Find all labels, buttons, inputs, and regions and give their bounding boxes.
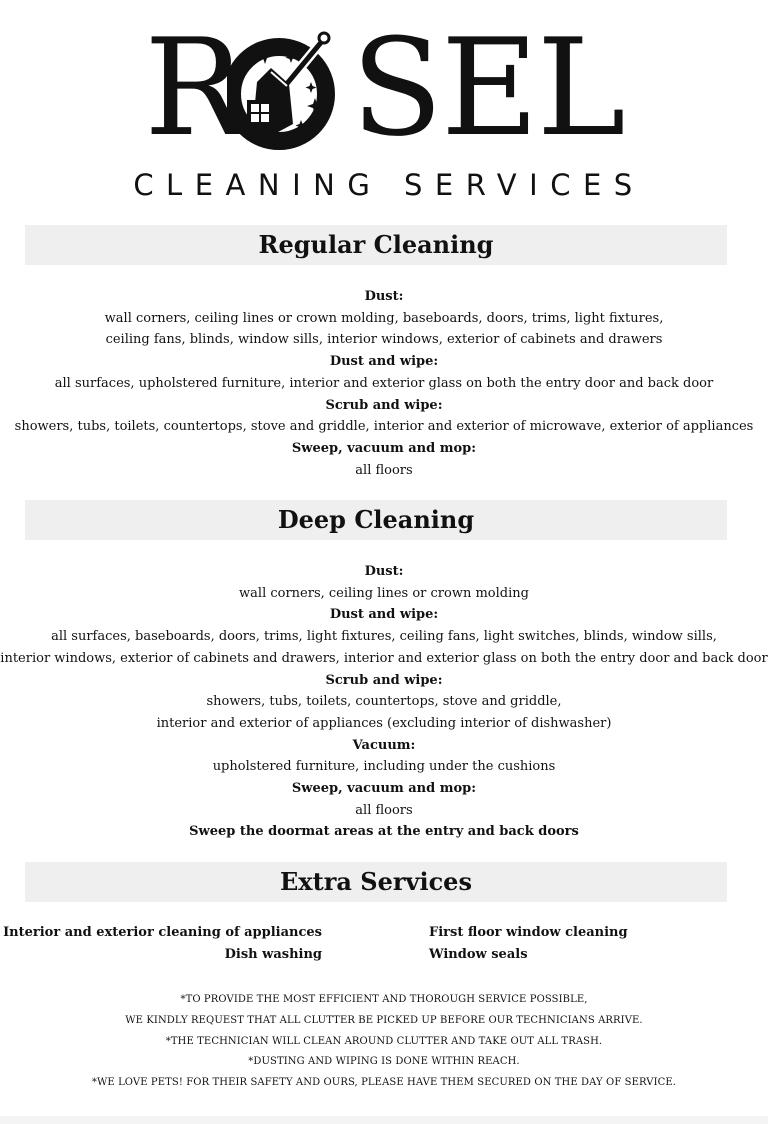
list-item: Sweep, vacuum and mop: bbox=[291, 440, 477, 456]
list-item: Dust: bbox=[364, 564, 404, 579]
footnote: *WE LOVE PETS! FOR THEIR SAFETY AND OURS, PLEASE HAVE THEM SECURED ON THE DAY OF SERVICE. bbox=[91, 1077, 677, 1089]
page-bottom-edge bbox=[0, 1116, 768, 1124]
list-item: Sweep the doormat areas at the entry and back doors bbox=[189, 824, 579, 840]
footnote: *TO PROVIDE THE MOST EFFICIENT AND THOROUGH SERVICE POSSIBLE, bbox=[180, 994, 588, 1005]
footnote: *DUSTING AND WIPING IS DONE WITHIN REACH. bbox=[248, 1056, 520, 1068]
list-item: showers, tubs, toilets, countertops, stove and griddle, bbox=[206, 694, 562, 710]
list-item: upholstered furniture, including under the cushions bbox=[212, 759, 556, 775]
list-item: interior windows, exterior of cabinets and drawers, interior and exterior glass on both the entry door and back door bbox=[0, 650, 768, 666]
logo-wordmark bbox=[0, 10, 768, 166]
list-item: First floor window cleaning bbox=[429, 925, 628, 940]
list-item: all floors bbox=[355, 802, 413, 818]
list-item: Sweep, vacuum and mop: bbox=[291, 781, 477, 797]
list-item: Dust: bbox=[364, 289, 404, 304]
footnote: WE KINDLY REQUEST THAT ALL CLUTTER BE PICKED UP BEFORE OUR TECHNICIANS ARRIVE. bbox=[125, 1014, 643, 1026]
extra-services-left-column bbox=[3, 922, 322, 966]
logo-wordmark-left: R bbox=[144, 10, 244, 166]
list-item: all surfaces, upholstered furniture, interior and exterior glass on both the entry door and back door bbox=[54, 375, 714, 391]
footnotes bbox=[0, 990, 768, 1094]
extra-services-list bbox=[0, 922, 768, 970]
list-item: Interior and exterior cleaning of appliances bbox=[3, 925, 322, 940]
deep-cleaning-list bbox=[0, 561, 768, 843]
list-item: wall corners, ceiling lines or crown molding, baseboards, doors, trims, light fixtures, bbox=[104, 310, 664, 326]
broom-house-sparkle-icon bbox=[227, 24, 339, 154]
section-title-deep-cleaning: Deep Cleaning bbox=[25, 500, 727, 540]
list-item: showers, tubs, toilets, countertops, stove and griddle, interior and exterior of microwave, exterior of appliances bbox=[14, 419, 754, 435]
extra-services-right-column bbox=[429, 922, 628, 966]
list-item: Vacuum: bbox=[352, 737, 416, 753]
list-item: Scrub and wipe: bbox=[325, 672, 443, 688]
list-item: Scrub and wipe: bbox=[325, 397, 443, 413]
logo-wordmark-right: SEL bbox=[351, 10, 624, 166]
regular-cleaning-list bbox=[0, 286, 768, 481]
company-logo bbox=[0, 0, 768, 215]
list-item: ceiling fans, blinds, window sills, interior windows, exterior of cabinets and drawers bbox=[105, 332, 663, 348]
list-item: Dust and wipe: bbox=[329, 607, 439, 623]
list-item: Window seals bbox=[429, 947, 528, 962]
list-item: all floors bbox=[355, 462, 413, 478]
section-title-extra-services: Extra Services bbox=[25, 862, 727, 902]
list-item: Dish washing bbox=[224, 947, 322, 962]
list-item: Dust and wipe: bbox=[329, 354, 439, 370]
footnote: *THE TECHNICIAN WILL CLEAN AROUND CLUTTER AND TAKE OUT ALL TRASH. bbox=[165, 1035, 603, 1047]
list-item: interior and exterior of appliances (excluding interior of dishwasher) bbox=[156, 715, 612, 731]
list-item: all surfaces, baseboards, doors, trims, light fixtures, ceiling fans, light switches, blinds, window sills, bbox=[51, 629, 717, 645]
section-title-regular-cleaning: Regular Cleaning bbox=[25, 225, 727, 265]
logo-tagline: CLEANING SERVICES bbox=[133, 168, 645, 202]
list-item: wall corners, ceiling lines or crown molding bbox=[239, 585, 529, 601]
